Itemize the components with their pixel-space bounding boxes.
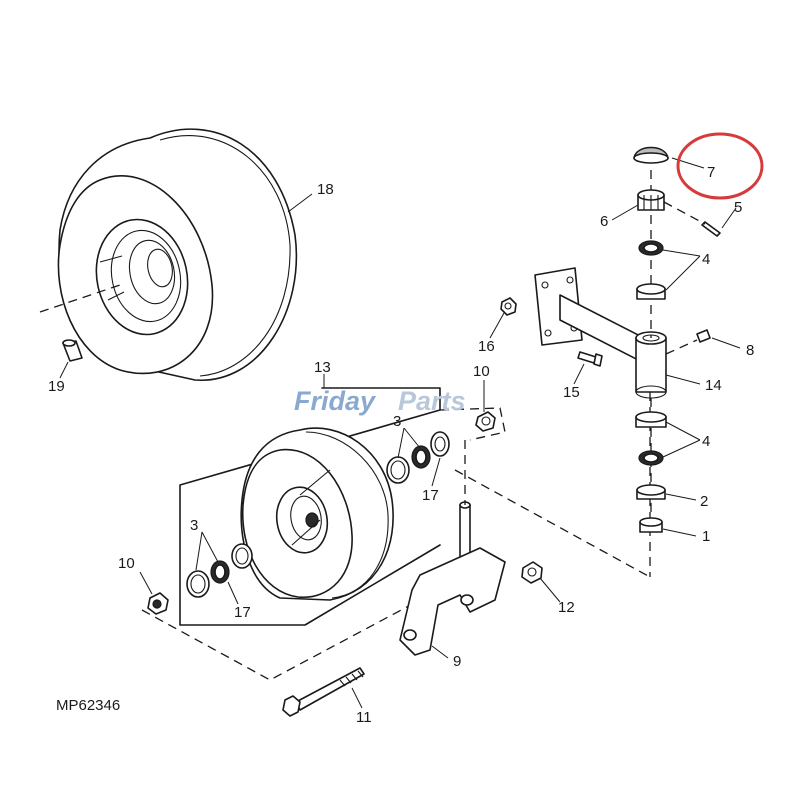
wheel-assembly-13 [142, 388, 505, 680]
nut-12 [522, 562, 542, 583]
callout-11: 11 [356, 709, 372, 726]
callout-12: 12 [558, 599, 575, 616]
callout-17: 17 [234, 604, 251, 621]
callout-14: 14 [705, 377, 722, 394]
bolt-15 [578, 352, 602, 366]
callout-18: 18 [317, 181, 334, 198]
callout-8: 8 [746, 342, 755, 359]
callout-3: 3 [190, 517, 199, 534]
nut-16 [501, 298, 516, 315]
callout-10: 10 [473, 363, 490, 380]
grease-fitting-8 [666, 330, 710, 354]
axle-bolt-11 [283, 668, 364, 716]
callout-5: 5 [734, 199, 743, 216]
watermark [294, 386, 466, 416]
callout-2: 2 [700, 493, 709, 510]
callout-1: 1 [702, 528, 711, 545]
tire-18 [58, 129, 296, 380]
callout-17: 17 [422, 487, 439, 504]
callout-4: 4 [702, 251, 711, 268]
callout-6: 6 [600, 213, 609, 230]
watermark-friday: Friday [294, 386, 376, 416]
callout-10: 10 [118, 555, 135, 572]
callout-19: 19 [48, 378, 65, 395]
fork-9 [400, 440, 505, 655]
callout-16: 16 [478, 338, 495, 355]
diagram-code: MP62346 [56, 697, 121, 714]
callout-9: 9 [453, 653, 462, 670]
watermark-parts: Parts [398, 386, 466, 416]
highlight-circle [678, 134, 762, 198]
callout-13: 13 [314, 359, 331, 376]
callout-3: 3 [393, 413, 402, 430]
callout-4: 4 [702, 433, 711, 450]
callout-15: 15 [563, 384, 580, 401]
callout-7: 7 [707, 164, 716, 181]
